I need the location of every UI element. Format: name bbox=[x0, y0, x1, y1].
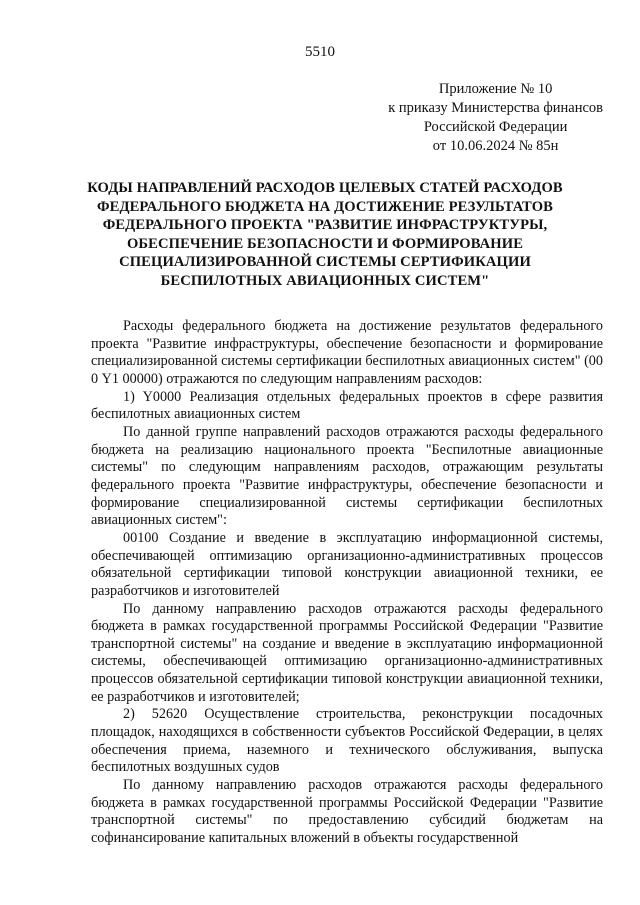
appendix-number: Приложение № 10 bbox=[438, 81, 553, 97]
body-paragraph: 00100 Создание и введение в эксплуатацию информационной системы, обеспечивающей оптимизацию организационно-административных процессов обязательной сертификации типовой конструкции авиационной техники, ее разработчиков и изготовителей bbox=[91, 529, 603, 599]
document-body bbox=[91, 318, 603, 848]
body-paragraph: По данному направлению расходов отражаются расходы федерального бюджета в рамках государственной программы Российской Федерации "Развитие транспортной системы" на создание и введение в эксплуатацию информационной системы, обеспечивающей оптимизацию организационно-административных процессов обязательной сертификации типовой конструкции авиационной техники, ее разработчиков и изготовителей; bbox=[91, 600, 603, 705]
body-paragraph: Расходы федерального бюджета на достижение результатов федерального проекта "Развитие инфраструктуры, обеспечение безопасности и формирование специализированной системы сертификации беспилотных авиационных систем" (00 0 Y1 00000) отражаются по следующим направлениям расходов: bbox=[91, 318, 603, 387]
title-line: СПЕЦИАЛИЗИРОВАННОЙ СИСТЕМЫ СЕРТИФИКАЦИИ bbox=[119, 254, 531, 271]
appendix-country: Российской Федерации bbox=[423, 119, 568, 135]
title-line: КОДЫ НАПРАВЛЕНИЙ РАСХОДОВ ЦЕЛЕВЫХ СТАТЕЙ РАСХОДОВ bbox=[87, 180, 563, 196]
page-number: 5510 bbox=[305, 44, 335, 60]
body-paragraph: 2) 52620 Осуществление строительства, реконструкции посадочных площадок, находящихся в собственности субъектов Российской Федерации, в целях обеспечения приема, наземного и технического обслуживания, выпуска беспилотных воздушных судов bbox=[91, 706, 603, 776]
appendix-date: от 10.06.2024 № 85н bbox=[432, 138, 559, 154]
document-title bbox=[70, 179, 580, 291]
title-line: ФЕДЕРАЛЬНОГО БЮДЖЕТА НА ДОСТИЖЕНИЕ РЕЗУЛЬТАТОВ bbox=[96, 198, 553, 215]
appendix-order-ref: к приказу Министерства финансов bbox=[388, 100, 603, 116]
body-paragraph: 1) Y0000 Реализация отдельных федеральных проектов в сфере развития беспилотных авиационных систем bbox=[91, 388, 603, 423]
body-paragraph: По данной группе направлений расходов отражаются расходы федерального бюджета на реализацию национального проекта "Беспилотные авиационные системы" по следующим направлениям расходов, отражающим результаты федерального проекта "Развитие инфраструктуры, обеспечение безопасности и формирование специализированной системы сертификации беспилотных авиационных систем": bbox=[91, 423, 603, 529]
body-paragraph: По данному направлению расходов отражаются расходы федерального бюджета в рамках государственной программы Российской Федерации "Развитие транспортной системы" по предоставлению субсидий бюджетам на софинансирование капитальных вложений в объекты государственной bbox=[91, 777, 603, 847]
title-line: ОБЕСПЕЧЕНИЕ БЕЗОПАСНОСТИ И ФОРМИРОВАНИЕ bbox=[126, 235, 524, 252]
title-line: ФЕДЕРАЛЬНОГО ПРОЕКТА "РАЗВИТИЕ ИНФРАСТРУКТУРЫ, bbox=[102, 217, 548, 234]
appendix-header bbox=[388, 80, 603, 156]
title-line: БЕСПИЛОТНЫХ АВИАЦИОННЫХ СИСТЕМ" bbox=[160, 272, 490, 289]
